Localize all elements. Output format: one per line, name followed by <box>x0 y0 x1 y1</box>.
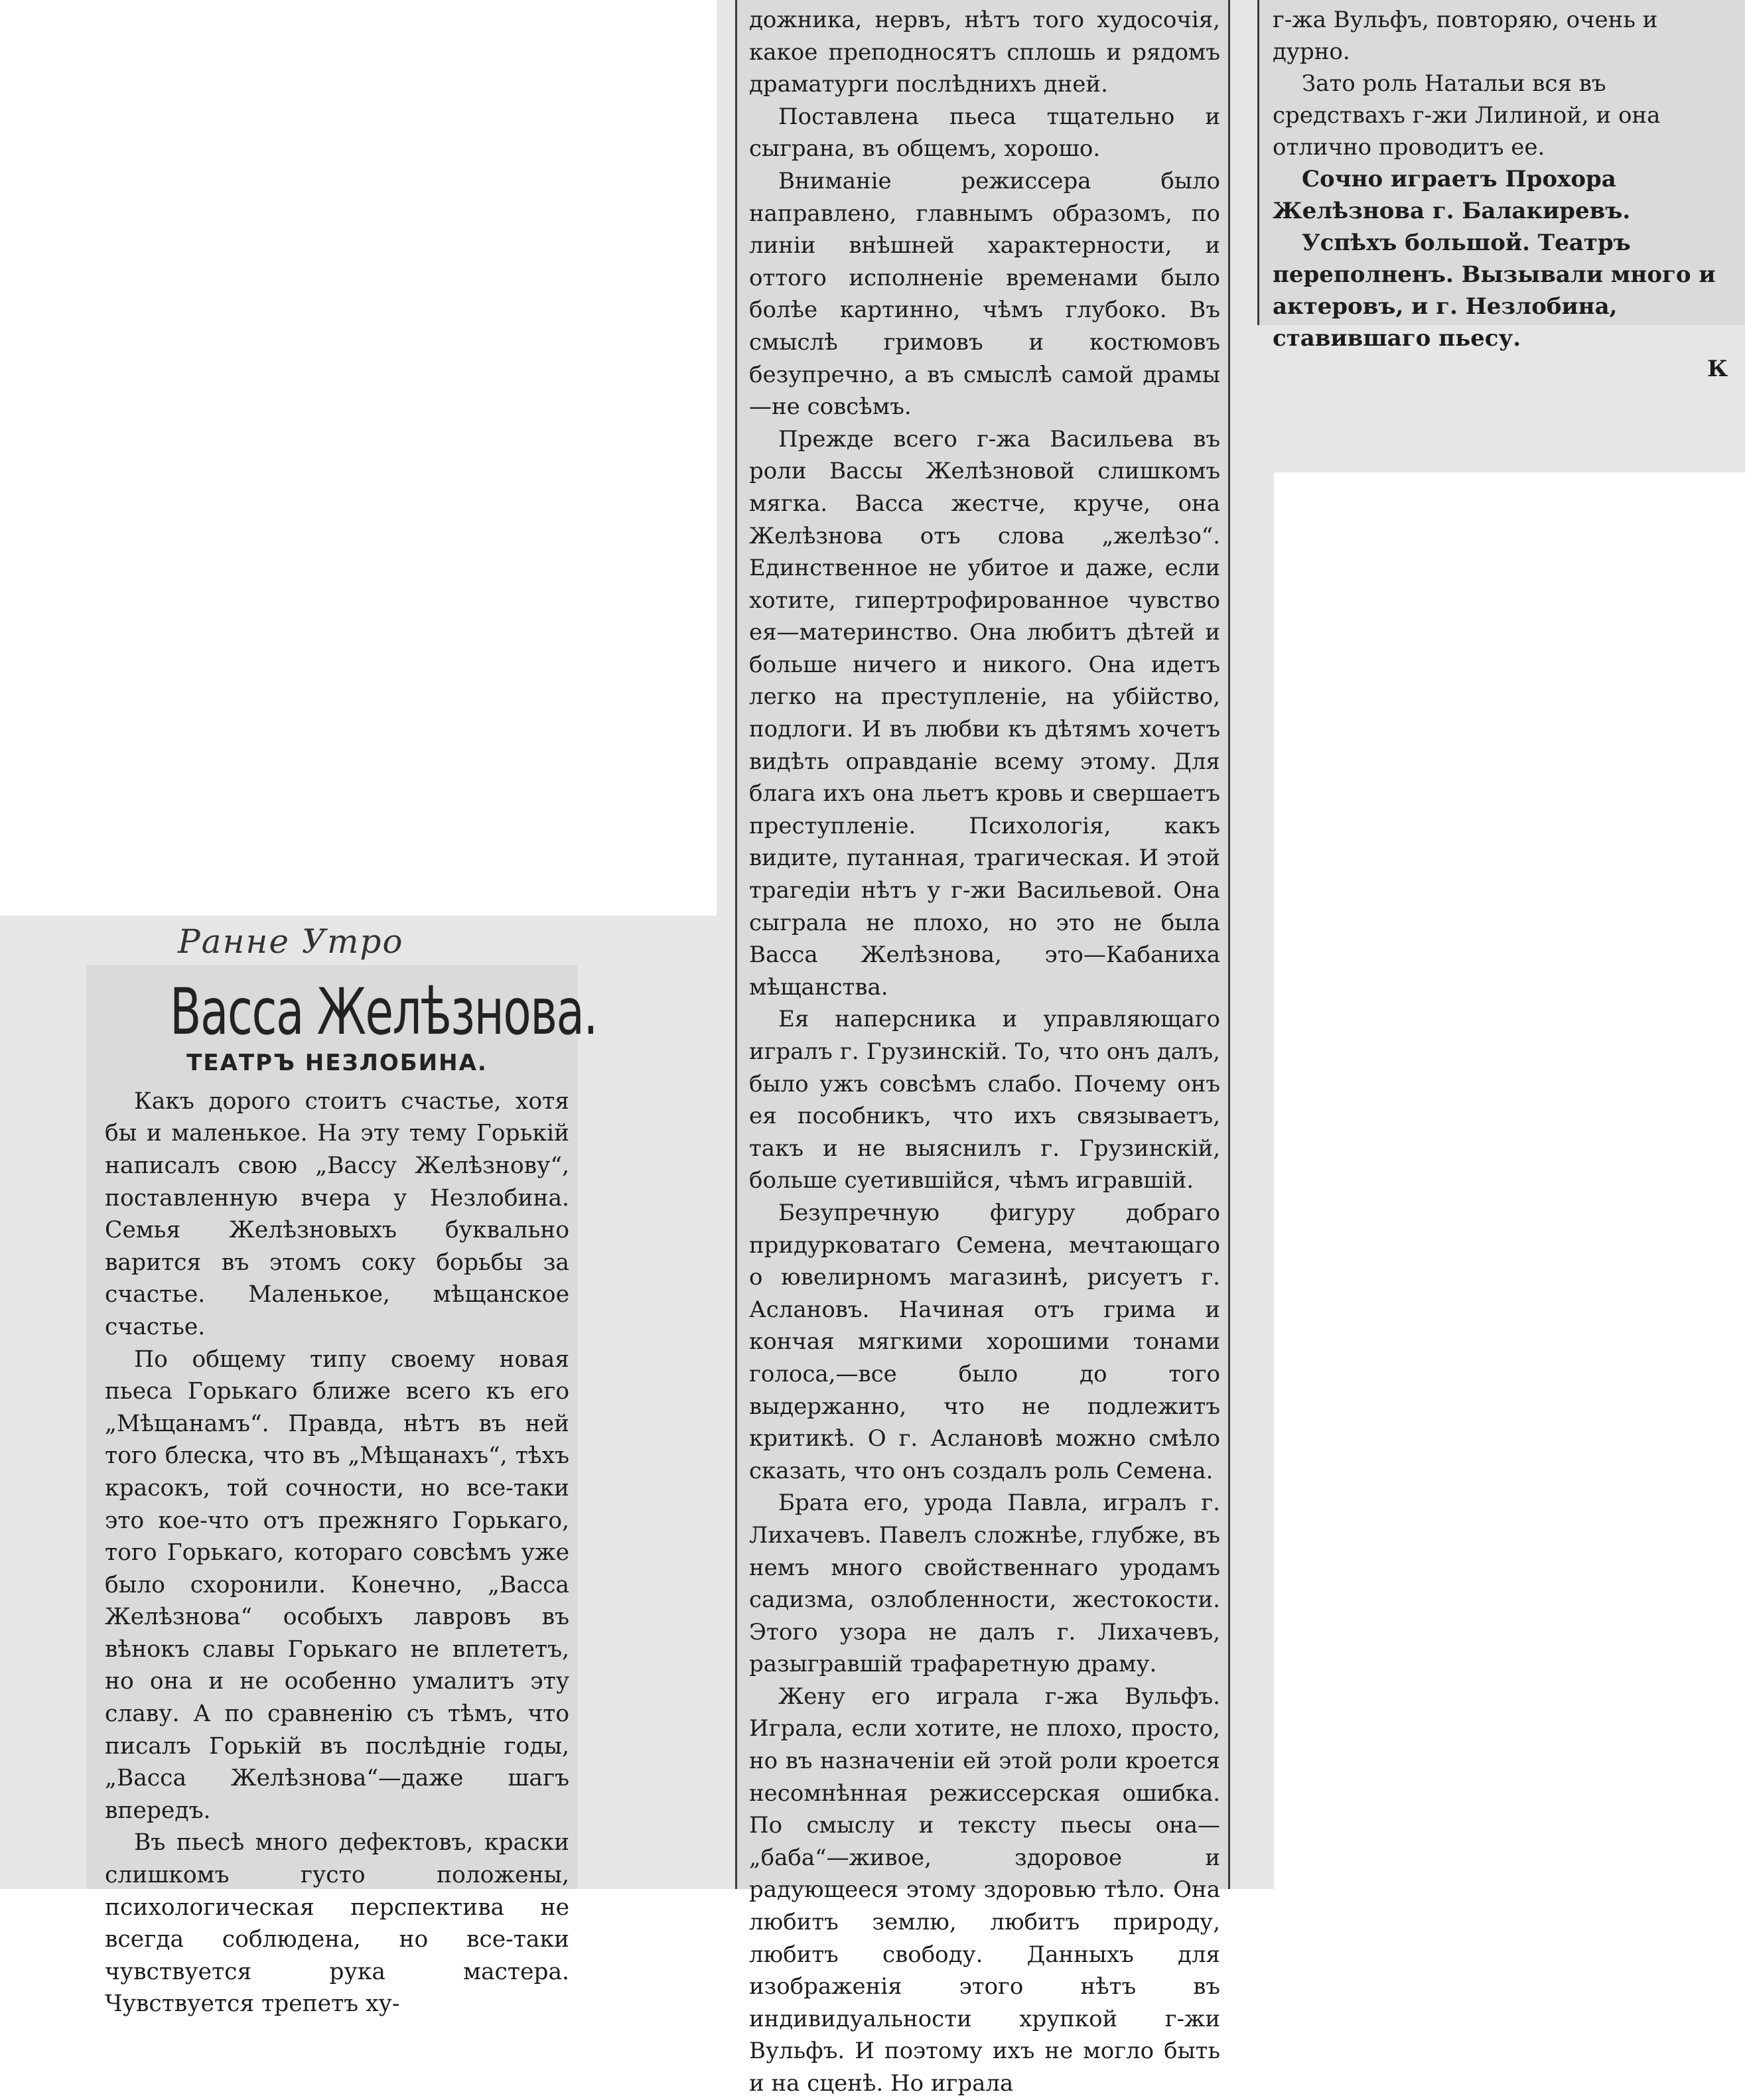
paragraph: По общему типу своему новая пьеса Горькаго ближе всего къ его „Мѣщанамъ“. Правда, нѣтъ въ ней того блеска, что въ „Мѣщанахъ“, тѣхъ красокъ, той сочности, но все-таки это кое-что отъ прежняго Горькаго, того Горькаго, котораго совсѣмъ уже было схоронили. Конечно, „Васса Желѣзнова“ особыхъ лавровъ въ вѣнокъ славы Горькаго не вплететъ, но она и не особенно умалитъ эту славу. А по сравненію съ тѣмъ, что писалъ Горькій въ послѣдніе годы, „Васса Желѣзнова“—даже шагъ впередъ. <box>105 1346 569 1824</box>
article-title: Васса Желѣзнова. <box>169 975 597 1049</box>
paragraph: Какъ дорого стоитъ счастье, хотя бы и маленькое. На эту тему Горькій написалъ свою „Вассу Желѣзнову“, поставленную вчера у Незлобина. Семья Желѣзновыхъ буквально варится въ этомъ соку борьбы за счастье. Маленькое, мѣщанское счастье. <box>105 1087 569 1340</box>
paragraph: Поставлена пьеса тщательно и сыграна, въ общемъ, хорошо. <box>749 103 1220 163</box>
clipping-column-left <box>86 965 597 2018</box>
paragraph: Прежде всего г-жа Васильева въ роли Вассы Желѣзновой слишкомъ мягка. Васса жестче, круче, она Желѣзнова отъ слова „желѣзо“. Единственное не убитое и даже, если хотите, гипертрофированное чувство ея—материнство. Она любитъ дѣтей и больше ничего и никого. Она идетъ легко на преступленіе, на убійство, подлоги. И въ любви къ дѣтямъ хочетъ видѣть оправданіе всему этому. Для блага ихъ она льетъ кровь и свершаетъ преступленіе. Психологія, какъ видите, путанная, трагическая. И этой трагедіи нѣтъ у г-жи Васильевой. Она сыграла не плохо, но это не была Васса Желѣзнова, это—Кабаниха мѣщанства. <box>749 425 1220 1001</box>
paragraph: Брата его, урода Павла, игралъ г. Лихачевъ. Павелъ сложнѣе, глубже, въ немъ много свойственнаго уродамъ садизма, озлобленности, жестокости. Этого узора не далъ г. Лихачевъ, разыгравшій трафаретную драму. <box>749 1490 1220 1678</box>
paragraph: Ея наперсника и управляющаго игралъ г. Грузинскій. То, что онъ далъ, было ужъ совсѣмъ слабо. Почему онъ ея пособникъ, что ихъ связываетъ, такъ и не выяснилъ г. Грузинскій, больше суетившійся, чѣмъ игравшій. <box>749 1006 1220 1194</box>
paragraph: Вниманіе режиссера было направлено, главнымъ образомъ, по линіи внѣшней характерности, и оттого исполненіе временами было болѣе картинно, чѣмъ глубоко. Въ смыслѣ гримовъ и костюмовъ безупречно, а въ смыслѣ самой драмы—не совсѣмъ. <box>749 167 1220 421</box>
paragraph: дожника, нервъ, нѣтъ того худосочія, какое преподносятъ сплошь и рядомъ драматурги послѣднихъ дней. <box>749 7 1220 98</box>
handwritten-note: Ранне Утро <box>178 922 404 961</box>
clipping-column-right <box>1257 0 1745 382</box>
paragraph: г-жа Вульфъ, повторяю, очень и дурно. <box>1273 7 1658 65</box>
paragraph: Въ пьесѣ много дефектовъ, краски слишкомъ густо положены, психологическая перспектива не всегда соблюдена, но все-таки чувствуется рука мастера. Чувствуется трепетъ ху- <box>105 1829 569 2018</box>
clipping-column-middle <box>735 0 1230 2097</box>
paragraph: Безупречную фигуру добраго придурковатаго Семена, мечтающаго о ювелирномъ магазинѣ, рисуетъ г. Аслановъ. Начиная отъ грима и кончая мягкими хорошими тонами голоса,—все было до того выдержанно, что не подлежитъ критикѣ. О г. Аслановѣ можно смѣло сказать, что онъ создалъ роль Семена. <box>749 1199 1220 1484</box>
paragraph: Жену его играла г-жа Вульфъ. Играла, если хотите, не плохо, просто, но въ назначеніи ей этой роли кроется несомнѣнная режиссерская ошибка. По смыслу и тексту пьесы она—„баба“—живое, здоровое и радующееся этому здоровью тѣло. Она любитъ землю, любитъ природу, любитъ свободу. Данныхъ для изображенія этого нѣтъ въ индивидуальности хрупкой г-жи Вульфъ. И поэтому ихъ не могло быть и на сценѣ. Но играла <box>749 1683 1220 2097</box>
article-subtitle: ТЕАТРЪ НЕЗЛОБИНА. <box>186 1049 488 1076</box>
paragraph: Успѣхъ большой. Театръ переполненъ. Вызывали много и актеровъ, и г. Незлобина, ставившаго пьесу. <box>1273 230 1716 352</box>
paragraph: Сочно играетъ Прохора Желѣзнова г. Балакиревъ. <box>1273 166 1631 224</box>
paragraph: Зато роль Натальи вся въ средствахъ г-жи Лилиной, и она отлично проводитъ ее. <box>1273 70 1661 161</box>
author-signature: К <box>1707 356 1728 382</box>
